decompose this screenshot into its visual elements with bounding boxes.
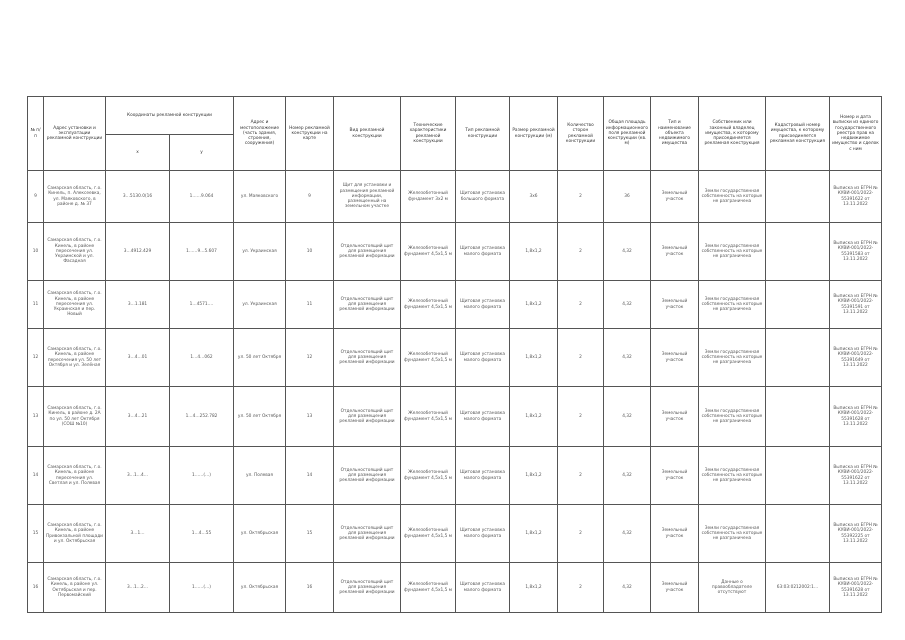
header-size: Размер рекламной конструкции (м) <box>510 97 558 171</box>
cell-x: 3…1… <box>106 505 170 563</box>
cell-x: 3…1…2… <box>106 563 170 613</box>
cell-size: 1,8х1,2 <box>510 281 558 329</box>
cell-area: 4,32 <box>604 505 651 563</box>
cell-scheme: 11 <box>286 281 334 329</box>
cell-address: Самарская область, г.о. Кинель, в районе Привокзальной площади и ул. Октябрьская <box>44 505 106 563</box>
cell-registry: Выписка из ЕГРН № КУВИ-001/2022-55391583 от 13.11.2022 <box>829 223 881 281</box>
cell-scheme: 15 <box>286 505 334 563</box>
cell-owner: Земли государственная собственность на которые не разграничена <box>698 281 765 329</box>
cell-tech: Железобетонный фундамент 4,5х1,5 м <box>401 329 456 387</box>
cell-sides: 2 <box>558 281 604 329</box>
cell-area: 4,32 <box>604 329 651 387</box>
cell-address: Самарская область, г.о. Кинель, в районе ул. Октябрьская и пер. Первомайский <box>44 563 106 613</box>
cell-owner: Земли государственная собственность на которые не разграничена <box>698 223 765 281</box>
cell-area: 4,32 <box>604 447 651 505</box>
cell-registry: Выписка из ЕГРН № КУВИ-001/2022-55391649 от 13.11.2022 <box>829 329 881 387</box>
cell-size: 1,8х1,2 <box>510 505 558 563</box>
cell-object: Земельный участок <box>650 505 698 563</box>
cell-object: Земельный участок <box>650 223 698 281</box>
cell-area: 4,32 <box>604 387 651 447</box>
cell-scheme: 12 <box>286 329 334 387</box>
cell-area: 4,32 <box>604 563 651 613</box>
header-coord-x: x <box>106 135 170 171</box>
header-tech: Технические характеристики рекламной конструкции <box>401 97 456 171</box>
cell-type: Щитовая установка малого формата <box>456 563 510 613</box>
cell-sides: 2 <box>558 505 604 563</box>
header-coords: Координаты рекламной конструкции <box>106 97 234 135</box>
cell-owner: Земли государственная собственность на которые не разграничена <box>698 447 765 505</box>
header-cadastre: Кадастровый номер имущества, к которому присоединяется рекламная конструкция <box>765 97 829 171</box>
header-scheme-no: Номер рекламной конструкции на карте <box>286 97 334 171</box>
cell-sides: 2 <box>558 563 604 613</box>
cell-x: 3…4912.429 <box>106 223 170 281</box>
table-row <box>28 447 882 505</box>
cell-tech: Железобетонный фундамент 4,5х1,5 м <box>401 281 456 329</box>
cell-size: 1,8х1,2 <box>510 563 558 613</box>
header-place: Адрес и местоположение (часть здания, строения, сооружения) <box>234 97 286 171</box>
cell-sides: 2 <box>558 387 604 447</box>
cell-kind: Щит для установки и размещения рекламной информации, размещенный на земельном участке <box>334 171 401 223</box>
cell-scheme: 14 <box>286 447 334 505</box>
cell-object: Земельный участок <box>650 281 698 329</box>
cell-address: Самарская область, г.о. Кинель, в районе пересечения ул. Светлая и ул. Полевая <box>44 447 106 505</box>
cell-registry: Выписка из ЕГРН № КУВИ-001/2022-55391591 от 13.11.2022 <box>829 281 881 329</box>
cell-type: Щитовая установка малого формата <box>456 281 510 329</box>
cell-kind: Отдельностоящий щит для размещения рекламной информации <box>334 329 401 387</box>
cell-type: Щитовая установка малого формата <box>456 329 510 387</box>
cell-y: 1……(…) <box>170 563 234 613</box>
cell-place: ул. 50 лет Октября <box>234 387 286 447</box>
cell-num: 11 <box>28 281 44 329</box>
cell-place: ул. Полевая <box>234 447 286 505</box>
cell-x: 3…1.181 <box>106 281 170 329</box>
cell-sides: 2 <box>558 223 604 281</box>
cell-object: Земельный участок <box>650 329 698 387</box>
cell-type: Щитовая установка большого формата <box>456 171 510 223</box>
cell-scheme: 13 <box>286 387 334 447</box>
cell-size: 1,8х1,2 <box>510 387 558 447</box>
table-row <box>28 387 882 447</box>
header-num: № п/п <box>28 97 44 171</box>
cell-owner: Данные о правообладателе отсутствуют <box>698 563 765 613</box>
table-row <box>28 281 882 329</box>
cell-cadastre <box>765 387 829 447</box>
cell-address: Самарская область, г.о. Кинель, в районе пересечения ул. Украинской и ул. Фасадная <box>44 223 106 281</box>
table-row <box>28 329 882 387</box>
cell-registry: Выписка из ЕГРН № КУВИ-001/2022-55391622 от 13.11.2022 <box>829 171 881 223</box>
cell-num: 9 <box>28 171 44 223</box>
cell-object: Земельный участок <box>650 171 698 223</box>
cell-place: ул. Октябрьская <box>234 563 286 613</box>
header-kind: Вид рекламной конструкции <box>334 97 401 171</box>
cell-y: 1……(…) <box>170 447 234 505</box>
header-address: Адрес установки и эксплуатации рекламной конструкции <box>44 97 106 171</box>
cell-object: Земельный участок <box>650 563 698 613</box>
header-object: Тип и наименование объекта недвижимого имущества <box>650 97 698 171</box>
cell-num: 16 <box>28 563 44 613</box>
register-table <box>27 96 882 613</box>
cell-registry: Выписка из ЕГРН № КУВИ-001/2022-55392225 от 13.11.2022 <box>829 505 881 563</box>
cell-tech: Железобетонный фундамент 4,5х1,5 м <box>401 447 456 505</box>
cell-kind: Отдельностоящий щит для размещения рекламной информации <box>334 387 401 447</box>
cell-y: 1…4…252.782 <box>170 387 234 447</box>
cell-cadastre <box>765 223 829 281</box>
header-owner: Собственник или законный владелец имущества, к которому присоединяется рекламная конструкция <box>698 97 765 171</box>
register-rows <box>28 171 882 613</box>
cell-cadastre <box>765 329 829 387</box>
cell-sides: 2 <box>558 329 604 387</box>
cell-object: Земельный участок <box>650 387 698 447</box>
cell-kind: Отдельностоящий щит для размещения рекламной информации <box>334 223 401 281</box>
cell-y: 1……9…5.607 <box>170 223 234 281</box>
cell-cadastre <box>765 281 829 329</box>
cell-y: 1……9.064 <box>170 171 234 223</box>
cell-scheme: 16 <box>286 563 334 613</box>
cell-size: 1,8х1,2 <box>510 223 558 281</box>
cell-kind: Отдельностоящий щит для размещения рекламной информации <box>334 281 401 329</box>
table-row <box>28 563 882 613</box>
header-area: Общая площадь информационного поля рекламной конструкции (кв. м) <box>604 97 651 171</box>
cell-place: ул. Украинская <box>234 281 286 329</box>
cell-tech: Железобетонный фундамент 4,5х1,5 м <box>401 505 456 563</box>
cell-place: ул. Октябрьская <box>234 505 286 563</box>
cell-cadastre: 63:03:0212002:1… <box>765 563 829 613</box>
cell-owner: Земли государственная собственность на которые не разграничена <box>698 171 765 223</box>
cell-size: 3х6 <box>510 171 558 223</box>
cell-type: Щитовая установка малого формата <box>456 387 510 447</box>
header-sides: Количество сторон рекламной конструкции <box>558 97 604 171</box>
cell-x: 3…4…21 <box>106 387 170 447</box>
header-coord-y: y <box>170 135 234 171</box>
cell-num: 10 <box>28 223 44 281</box>
cell-num: 13 <box>28 387 44 447</box>
cell-cadastre <box>765 171 829 223</box>
cell-address: Самарская область, г.о. Кинель, в районе пересечения ул. 50 лет Октября и ул. Зелёная <box>44 329 106 387</box>
cell-tech: Железобетонный фундамент 3х2 м <box>401 171 456 223</box>
cell-area: 4,32 <box>604 281 651 329</box>
cell-address: Самарская область, г.о. Кинель, в районе д. 2А по ул. 50 лет Октября (СОШ №10) <box>44 387 106 447</box>
cell-registry: Выписка из ЕГРН № КУВИ-001/2022-55391622 от 13.11.2022 <box>829 447 881 505</box>
cell-num: 12 <box>28 329 44 387</box>
cell-address: Самарская область, г.о. Кинель, п. Алексеевка, ул. Маяковского, в районе д. № 37 <box>44 171 106 223</box>
cell-scheme: 9 <box>286 171 334 223</box>
cell-type: Щитовая установка малого формата <box>456 505 510 563</box>
cell-tech: Железобетонный фундамент 4,5х1,5 м <box>401 387 456 447</box>
cell-place: ул. 50 лет Октября <box>234 329 286 387</box>
cell-x: 3…4…01 <box>106 329 170 387</box>
cell-registry: Выписка из ЕГРН № КУВИ-001/2022-55391628 от 13.11.2022 <box>829 563 881 613</box>
cell-kind: Отдельностоящий щит для размещения рекламной информации <box>334 505 401 563</box>
cell-cadastre <box>765 505 829 563</box>
table-row <box>28 505 882 563</box>
cell-x: 3…1…4… <box>106 447 170 505</box>
cell-registry: Выписка из ЕГРН № КУВИ-001/2022-55391628 от 13.11.2022 <box>829 387 881 447</box>
header-registry: Номер и дата выписки из единого государственного реестра прав на недвижимое имущество и сделок с ним <box>829 97 881 171</box>
cell-size: 1,8х1,2 <box>510 447 558 505</box>
cell-tech: Железобетонный фундамент 4,5х1,5 м <box>401 563 456 613</box>
cell-kind: Отдельностоящий щит для размещения рекламной информации <box>334 447 401 505</box>
cell-owner: Земли государственная собственность на которые не разграничена <box>698 505 765 563</box>
cell-size: 1,8х1,2 <box>510 329 558 387</box>
cell-num: 14 <box>28 447 44 505</box>
cell-cadastre <box>765 447 829 505</box>
cell-type: Щитовая установка малого формата <box>456 223 510 281</box>
cell-object: Земельный участок <box>650 447 698 505</box>
table-row <box>28 223 882 281</box>
header-type: Тип рекламной конструкции <box>456 97 510 171</box>
cell-sides: 2 <box>558 171 604 223</box>
cell-scheme: 10 <box>286 223 334 281</box>
register-table-sheet <box>27 96 882 613</box>
cell-y: 1…4…062 <box>170 329 234 387</box>
cell-area: 4,32 <box>604 223 651 281</box>
cell-address: Самарская область, г.о. Кинель, в районе пересечения ул. Украинская и пер. Новый <box>44 281 106 329</box>
cell-tech: Железобетонный фундамент 4,5х1,5 м <box>401 223 456 281</box>
table-row <box>28 171 882 223</box>
cell-x: 3…5130.0(16 <box>106 171 170 223</box>
cell-sides: 2 <box>558 447 604 505</box>
cell-y: 1…4…55 <box>170 505 234 563</box>
cell-owner: Земли государственная собственность на которые не разграничена <box>698 329 765 387</box>
cell-y: 1…4571.… <box>170 281 234 329</box>
cell-place: ул. Украинская <box>234 223 286 281</box>
cell-owner: Земли государственная собственность на которые не разграничена <box>698 387 765 447</box>
cell-type: Щитовая установка малого формата <box>456 447 510 505</box>
cell-area: 36 <box>604 171 651 223</box>
cell-num: 15 <box>28 505 44 563</box>
cell-kind: Отдельностоящий щит для размещения рекламной информации <box>334 563 401 613</box>
cell-place: ул. Маяковского <box>234 171 286 223</box>
